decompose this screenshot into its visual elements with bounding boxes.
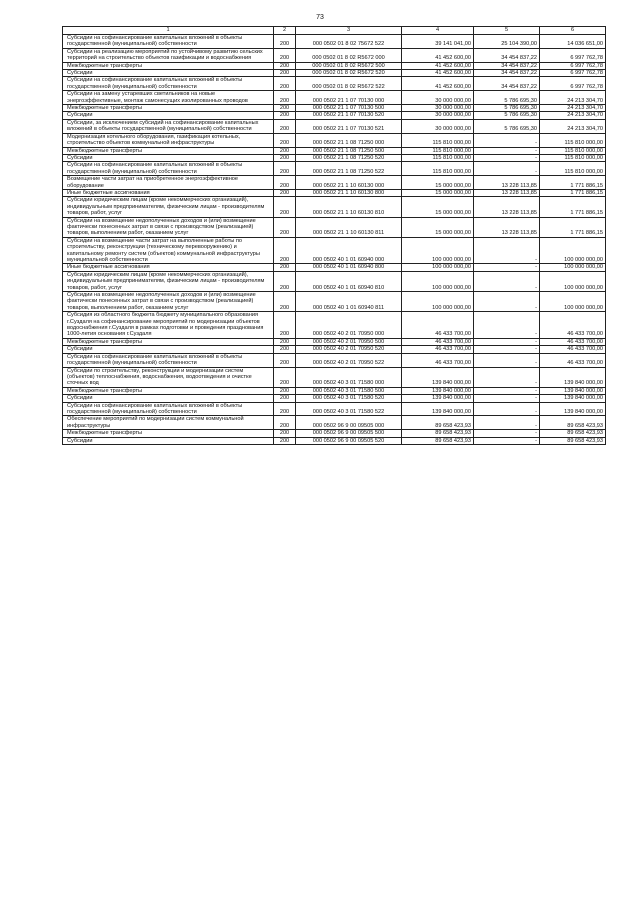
cell-kbk: 000 0502 40 3 01 71580 522 <box>296 402 402 416</box>
table-row <box>63 162 606 176</box>
table-row <box>63 189 606 196</box>
cell-c5: 5 786 695,30 <box>474 119 540 133</box>
cell-c4: 15 000 000,00 <box>402 197 474 217</box>
cell-kbk: 000 0502 21 1 08 71250 500 <box>296 147 402 154</box>
cell-name: Модернизация котельного оборудования, газификация котельных, строительство объектов коммунальной инфраструктуры <box>63 133 274 147</box>
table-row <box>63 430 606 437</box>
cell-kbk: 000 0502 40 1 01 60940 811 <box>296 292 402 312</box>
cell-c5: 13 228 113,85 <box>474 176 540 190</box>
cell-code: 200 <box>274 353 296 367</box>
cell-code: 200 <box>274 112 296 119</box>
cell-c6: 46 433 700,00 <box>540 353 606 367</box>
cell-c6: 46 433 700,00 <box>540 312 606 339</box>
table-row <box>63 154 606 161</box>
cell-c6: 89 658 423,93 <box>540 437 606 444</box>
cell-c4: 15 000 000,00 <box>402 217 474 237</box>
cell-code: 200 <box>274 387 296 394</box>
cell-name: Субсидии <box>63 70 274 77</box>
cell-name: Субсидии <box>63 112 274 119</box>
cell-c4: 30 000 000,00 <box>402 105 474 112</box>
cell-c4: 41 452 600,00 <box>402 48 474 62</box>
table-row <box>63 264 606 271</box>
page-number: 73 <box>316 14 324 21</box>
cell-c5: - <box>474 147 540 154</box>
table-row <box>63 312 606 339</box>
cell-code: 200 <box>274 292 296 312</box>
cell-code: 200 <box>274 338 296 345</box>
cell-c4: 41 452 600,00 <box>402 70 474 77</box>
table-row <box>63 395 606 402</box>
cell-c6: 100 000 000,00 <box>540 271 606 291</box>
cell-name: Субсидии на софинансирование капитальных вложений в объекты государственной (муниципальной) собственности <box>63 77 274 91</box>
cell-c5: - <box>474 437 540 444</box>
cell-c4: 46 433 700,00 <box>402 312 474 339</box>
cell-c5: 34 454 837,22 <box>474 48 540 62</box>
cell-c6: 100 000 000,00 <box>540 264 606 271</box>
cell-c4: 41 452 600,00 <box>402 77 474 91</box>
cell-c6: 115 810 000,00 <box>540 154 606 161</box>
cell-kbk: 000 0502 40 1 01 60940 810 <box>296 271 402 291</box>
cell-c6: 6 997 762,78 <box>540 48 606 62</box>
table-row <box>63 237 606 264</box>
cell-kbk: 000 0502 21 1 07 70130 000 <box>296 91 402 105</box>
cell-code: 200 <box>274 133 296 147</box>
cell-kbk: 000 0502 21 1 10 60130 810 <box>296 197 402 217</box>
table-row <box>63 70 606 77</box>
cell-name: Субсидии на софинансирование капитальных вложений в объекты государственной (муниципальной) собственности <box>63 162 274 176</box>
cell-kbk: 000 0502 40 2 01 70950 520 <box>296 346 402 353</box>
cell-c4: 30 000 000,00 <box>402 119 474 133</box>
cell-c6: 14 036 651,00 <box>540 35 606 49</box>
table-row <box>63 119 606 133</box>
table-row <box>63 176 606 190</box>
cell-c4: 100 000 000,00 <box>402 292 474 312</box>
cell-c4: 46 433 700,00 <box>402 346 474 353</box>
cell-c4: 15 000 000,00 <box>402 189 474 196</box>
cell-code: 200 <box>274 197 296 217</box>
cell-c6: 24 213 304,70 <box>540 91 606 105</box>
cell-code: 200 <box>274 91 296 105</box>
cell-code: 200 <box>274 430 296 437</box>
cell-c4: 89 658 423,93 <box>402 430 474 437</box>
cell-c5: - <box>474 133 540 147</box>
cell-c5: - <box>474 338 540 345</box>
cell-code: 200 <box>274 162 296 176</box>
cell-c4: 115 810 000,00 <box>402 133 474 147</box>
table-row <box>63 338 606 345</box>
cell-code: 200 <box>274 189 296 196</box>
cell-code: 200 <box>274 312 296 339</box>
cell-c5: 5 786 695,30 <box>474 112 540 119</box>
cell-c5: - <box>474 416 540 430</box>
cell-c4: 39 141 041,00 <box>402 35 474 49</box>
budget-table <box>62 26 606 445</box>
header-cell: 3 <box>296 27 402 35</box>
cell-c6: 100 000 000,00 <box>540 292 606 312</box>
cell-c4: 139 840 000,00 <box>402 387 474 394</box>
cell-kbk: 000 0502 96 9 00 09505 000 <box>296 416 402 430</box>
cell-c4: 89 658 423,93 <box>402 416 474 430</box>
table-row <box>63 112 606 119</box>
table-row <box>63 387 606 394</box>
cell-kbk: 000 0502 21 1 10 60130 000 <box>296 176 402 190</box>
cell-c6: 115 810 000,00 <box>540 162 606 176</box>
cell-kbk: 000 0502 01 8 02 75672 522 <box>296 35 402 49</box>
cell-name: Межбюджетные трансферты <box>63 62 274 69</box>
cell-name: Субсидии <box>63 395 274 402</box>
header-cell: 4 <box>402 27 474 35</box>
table-row <box>63 271 606 291</box>
table-row <box>63 416 606 430</box>
cell-kbk: 000 0502 40 3 01 71580 520 <box>296 395 402 402</box>
cell-c5: - <box>474 395 540 402</box>
cell-code: 200 <box>274 217 296 237</box>
cell-c4: 115 810 000,00 <box>402 147 474 154</box>
cell-c4: 15 000 000,00 <box>402 176 474 190</box>
cell-c6: 89 658 423,93 <box>540 416 606 430</box>
cell-name: Субсидии <box>63 346 274 353</box>
table-row <box>63 105 606 112</box>
cell-code: 200 <box>274 119 296 133</box>
cell-c6: 100 000 000,00 <box>540 237 606 264</box>
cell-kbk: 000 0502 21 1 08 71250 520 <box>296 154 402 161</box>
cell-name: Субсидии на возмещение недополученных доходов и (или) возмещение фактически понесенных затрат в связи с производством (реализацией) товаров, выполнением работ, оказанием услуг <box>63 292 274 312</box>
cell-name: Межбюджетные трансферты <box>63 338 274 345</box>
cell-kbk: 000 0502 21 1 07 70130 521 <box>296 119 402 133</box>
cell-name: Иные бюджетные ассигнования <box>63 264 274 271</box>
cell-code: 200 <box>274 395 296 402</box>
cell-kbk: 000 0502 21 1 07 70130 500 <box>296 105 402 112</box>
cell-name: Межбюджетные трансферты <box>63 147 274 154</box>
cell-c6: 24 213 304,70 <box>540 119 606 133</box>
cell-code: 200 <box>274 402 296 416</box>
table-row <box>63 62 606 69</box>
cell-c6: 46 433 700,00 <box>540 346 606 353</box>
table-row <box>63 437 606 444</box>
cell-code: 200 <box>274 147 296 154</box>
cell-c5: - <box>474 154 540 161</box>
cell-name: Субсидии на реализацию мероприятий по устойчивому развитию сельских территорий на строительство объектов газификации и водоснабжения <box>63 48 274 62</box>
cell-code: 200 <box>274 264 296 271</box>
cell-c5: 13 228 113,85 <box>474 197 540 217</box>
cell-code: 200 <box>274 367 296 387</box>
cell-code: 200 <box>274 416 296 430</box>
cell-c5: - <box>474 402 540 416</box>
cell-c6: 6 997 762,78 <box>540 62 606 69</box>
cell-name: Субсидии юридическим лицам (кроме некоммерческих организаций), индивидуальным предпринимателям, физическим лицам - производителям товаров, работ, услуг <box>63 197 274 217</box>
table-row <box>63 197 606 217</box>
cell-c4: 30 000 000,00 <box>402 112 474 119</box>
cell-c6: 1 771 886,15 <box>540 176 606 190</box>
cell-c5: 34 454 837,22 <box>474 77 540 91</box>
cell-code: 200 <box>274 70 296 77</box>
cell-kbk: 000 0502 21 1 08 71250 522 <box>296 162 402 176</box>
cell-c6: 24 213 304,70 <box>540 105 606 112</box>
header-cell: 6 <box>540 27 606 35</box>
cell-c5: 5 786 695,30 <box>474 105 540 112</box>
cell-c4: 46 433 700,00 <box>402 338 474 345</box>
cell-name: Обеспечение мероприятий по модернизации систем коммунальной инфраструктуры <box>63 416 274 430</box>
cell-c6: 139 840 000,00 <box>540 387 606 394</box>
cell-c4: 139 840 000,00 <box>402 395 474 402</box>
cell-kbk: 000 0502 01 8 02 R5672 500 <box>296 62 402 69</box>
cell-c5: - <box>474 271 540 291</box>
cell-c6: 139 840 000,00 <box>540 367 606 387</box>
cell-c5: - <box>474 237 540 264</box>
cell-name: Субсидии юридическим лицам (кроме некоммерческих организаций), индивидуальным предпринимателям, физическим лицам - производителям товаров, работ, услуг <box>63 271 274 291</box>
cell-c4: 100 000 000,00 <box>402 237 474 264</box>
cell-code: 200 <box>274 48 296 62</box>
cell-c6: 24 213 304,70 <box>540 112 606 119</box>
cell-name: Субсидии на софинансирование капитальных вложений в объекты государственной (муниципальной) собственности <box>63 35 274 49</box>
cell-code: 200 <box>274 77 296 91</box>
cell-c6: 6 997 762,78 <box>540 77 606 91</box>
table-row <box>63 35 606 49</box>
cell-c6: 115 810 000,00 <box>540 133 606 147</box>
cell-c5: - <box>474 367 540 387</box>
cell-kbk: 000 0502 40 1 01 60940 800 <box>296 264 402 271</box>
table-row <box>63 346 606 353</box>
cell-name: Межбюджетные трансферты <box>63 105 274 112</box>
cell-c4: 41 452 600,00 <box>402 62 474 69</box>
cell-c5: - <box>474 430 540 437</box>
header-cell: 1 <box>63 27 274 35</box>
header-row <box>63 27 606 35</box>
cell-kbk: 000 0502 01 8 02 R5672 000 <box>296 48 402 62</box>
cell-c5: 34 454 837,22 <box>474 62 540 69</box>
cell-name: Иные бюджетные ассигнования <box>63 189 274 196</box>
cell-code: 200 <box>274 237 296 264</box>
cell-c5: - <box>474 387 540 394</box>
cell-kbk: 000 0502 21 1 07 70130 520 <box>296 112 402 119</box>
cell-c6: 1 771 886,15 <box>540 189 606 196</box>
cell-code: 200 <box>274 62 296 69</box>
cell-c4: 139 840 000,00 <box>402 367 474 387</box>
cell-c6: 46 433 700,00 <box>540 338 606 345</box>
cell-c5: 13 228 113,85 <box>474 217 540 237</box>
cell-c4: 115 810 000,00 <box>402 162 474 176</box>
cell-c4: 115 810 000,00 <box>402 154 474 161</box>
cell-name: Субсидии, за исключением субсидий на софинансирование капитальных вложений в объекты государственной (муниципальной) собственности <box>63 119 274 133</box>
cell-kbk: 000 0502 40 3 01 71580 500 <box>296 387 402 394</box>
cell-kbk: 000 0502 01 8 02 R5672 520 <box>296 70 402 77</box>
cell-kbk: 000 0502 01 8 02 R5672 522 <box>296 77 402 91</box>
cell-code: 200 <box>274 35 296 49</box>
cell-kbk: 000 0502 21 1 08 71250 000 <box>296 133 402 147</box>
cell-c5: - <box>474 162 540 176</box>
table-row <box>63 402 606 416</box>
cell-c6: 6 997 762,78 <box>540 70 606 77</box>
header-cell: 2 <box>274 27 296 35</box>
table-row <box>63 367 606 387</box>
cell-name: Субсидии на софинансирование капитальных вложений в объекты государственной (муниципальной) собственности <box>63 353 274 367</box>
cell-code: 200 <box>274 271 296 291</box>
cell-name: Субсидии <box>63 437 274 444</box>
cell-code: 200 <box>274 105 296 112</box>
header-cell: 5 <box>474 27 540 35</box>
cell-c4: 30 000 000,00 <box>402 91 474 105</box>
cell-c5: - <box>474 353 540 367</box>
table-row <box>63 292 606 312</box>
cell-name: Субсидии на возмещение части затрат на выполненные работы по строительству, реконструкции (техническому перевооружению) и капитальному ремонту систем (объектов) коммунальной инфраструктуры муниципальной собственности <box>63 237 274 264</box>
cell-kbk: 000 0502 21 1 10 60130 800 <box>296 189 402 196</box>
cell-kbk: 000 0502 40 2 01 70950 522 <box>296 353 402 367</box>
cell-name: Межбюджетные трансферты <box>63 430 274 437</box>
table-row <box>63 77 606 91</box>
cell-kbk: 000 0502 40 1 01 60940 000 <box>296 237 402 264</box>
cell-c5: 5 786 695,30 <box>474 91 540 105</box>
cell-name: Возмещение части затрат на приобретенное энергоэффективное оборудование <box>63 176 274 190</box>
cell-name: Субсидии <box>63 154 274 161</box>
cell-name: Субсидии на софинансирование капитальных вложений в объекты государственной (муниципальной) собственности <box>63 402 274 416</box>
cell-c4: 89 658 423,93 <box>402 437 474 444</box>
cell-c4: 139 840 000,00 <box>402 402 474 416</box>
cell-c5: - <box>474 312 540 339</box>
table-row <box>63 48 606 62</box>
table-row <box>63 217 606 237</box>
cell-kbk: 000 0502 40 2 01 70950 000 <box>296 312 402 339</box>
cell-c6: 1 771 886,15 <box>540 217 606 237</box>
cell-code: 200 <box>274 346 296 353</box>
cell-c6: 89 658 423,93 <box>540 430 606 437</box>
cell-c6: 1 771 886,15 <box>540 197 606 217</box>
cell-c5: 13 228 113,85 <box>474 189 540 196</box>
cell-c4: 100 000 000,00 <box>402 264 474 271</box>
cell-kbk: 000 0502 21 1 10 60130 811 <box>296 217 402 237</box>
cell-c5: - <box>474 292 540 312</box>
cell-name: Субсидия из областного бюджета бюджету муниципального образования г.Суздаля на софинансирование мероприятий по модернизации объектов водоснабжения г.Суздаля в рамках подготовки и проведения празднования 1000-летия основания г.Суздаля <box>63 312 274 339</box>
cell-kbk: 000 0502 96 9 00 09505 500 <box>296 430 402 437</box>
cell-c5: - <box>474 346 540 353</box>
table-row <box>63 147 606 154</box>
cell-kbk: 000 0502 96 9 00 09505 520 <box>296 437 402 444</box>
cell-code: 200 <box>274 437 296 444</box>
cell-c5: - <box>474 264 540 271</box>
table-row <box>63 353 606 367</box>
table-row <box>63 133 606 147</box>
cell-c6: 139 840 000,00 <box>540 395 606 402</box>
cell-c4: 100 000 000,00 <box>402 271 474 291</box>
cell-name: Субсидии на возмещение недополученных доходов и (или) возмещение фактически понесенных затрат в связи с производством (реализацией) товаров, выполнением работ, оказанием услуг <box>63 217 274 237</box>
cell-c5: 25 104 390,00 <box>474 35 540 49</box>
cell-name: Межбюджетные трансферты <box>63 387 274 394</box>
cell-c6: 139 840 000,00 <box>540 402 606 416</box>
table-row <box>63 91 606 105</box>
cell-kbk: 000 0502 40 2 01 70950 500 <box>296 338 402 345</box>
cell-c4: 46 433 700,00 <box>402 353 474 367</box>
cell-name: Субсидии на замену устаревших светильников на новые энергоэффективные, монтаж самонесущих изолированных проводов <box>63 91 274 105</box>
cell-code: 200 <box>274 154 296 161</box>
cell-c5: 34 454 837,22 <box>474 70 540 77</box>
cell-kbk: 000 0502 40 3 01 71580 000 <box>296 367 402 387</box>
cell-name: Субсидии по строительству, реконструкции и модернизации систем (объектов) теплоснабжения, водоснабжения, водоотведения и очистке сточных вод <box>63 367 274 387</box>
cell-code: 200 <box>274 176 296 190</box>
cell-c6: 115 810 000,00 <box>540 147 606 154</box>
